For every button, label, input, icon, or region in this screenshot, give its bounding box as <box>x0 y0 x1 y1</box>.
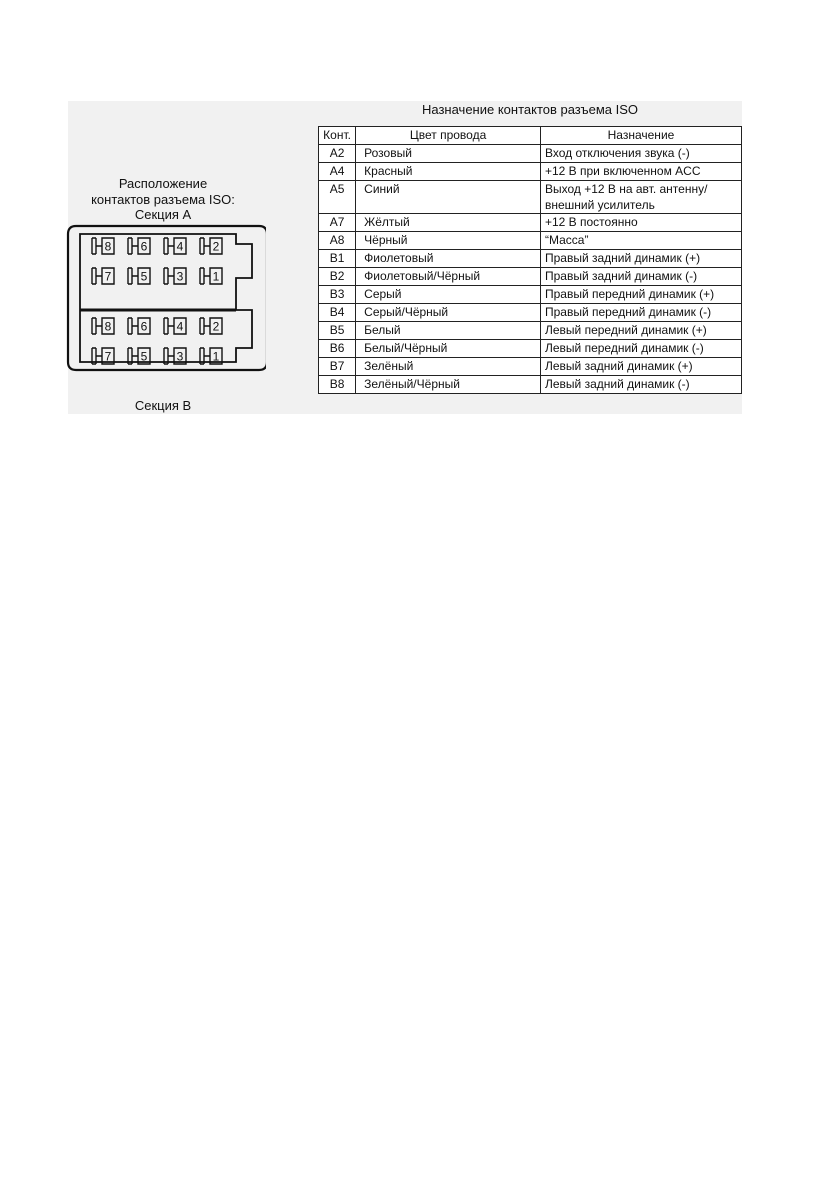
pin-number-label: 5 <box>140 349 148 364</box>
function-cell: Левый задний динамик (-) <box>540 376 741 394</box>
pin-cell: B8 <box>319 376 356 394</box>
pin-cell: B7 <box>319 358 356 376</box>
color-cell: Жёлтый <box>356 214 541 232</box>
pin-cell: B2 <box>319 268 356 286</box>
pin-terminal <box>92 318 114 334</box>
pin-terminal <box>200 318 222 334</box>
table-row <box>319 358 742 376</box>
pin-cell: A2 <box>319 145 356 163</box>
pin-number-label: 7 <box>104 349 112 364</box>
function-cell: Левый передний динамик (+) <box>540 322 741 340</box>
pin-terminal <box>164 238 186 254</box>
table-row <box>319 163 742 181</box>
table-row <box>319 250 742 268</box>
pin-group <box>92 238 222 364</box>
color-cell: Чёрный <box>356 232 541 250</box>
pin-terminal <box>200 268 222 284</box>
table-title: Назначение контактов разъема ISO <box>421 102 639 117</box>
pin-number-label: 8 <box>104 239 112 254</box>
color-cell: Красный <box>356 163 541 181</box>
iso-connector-diagram <box>66 222 266 398</box>
pin-cell: A8 <box>319 232 356 250</box>
pin-terminal <box>164 268 186 284</box>
function-cell: +12 В при включенном ACC <box>540 163 741 181</box>
pin-terminal <box>92 238 114 254</box>
color-cell: Белый <box>356 322 541 340</box>
pin-assignment-table <box>318 126 742 394</box>
pin-number-label: 8 <box>104 319 112 334</box>
pin-cell: B1 <box>319 250 356 268</box>
function-cell: Правый передний динамик (+) <box>540 286 741 304</box>
color-cell: Белый/Чёрный <box>356 340 541 358</box>
color-cell: Серый/Чёрный <box>356 304 541 322</box>
function-cell: Правый передний динамик (-) <box>540 304 741 322</box>
pin-number-label: 2 <box>212 239 220 254</box>
function-cell: Выход +12 В на авт. антенну/ внешний усилитель <box>540 181 741 214</box>
color-cell: Серый <box>356 286 541 304</box>
function-cell: Левый передний динамик (-) <box>540 340 741 358</box>
color-cell: Синий <box>356 181 541 214</box>
pin-number-label: 3 <box>176 269 184 284</box>
section-a-label: Секция А <box>134 207 192 222</box>
header-wire-color: Цвет провода <box>356 127 541 145</box>
function-cell: +12 В постоянно <box>540 214 741 232</box>
pin-terminal <box>128 318 150 334</box>
pin-cell: B5 <box>319 322 356 340</box>
pin-number-label: 1 <box>212 269 220 284</box>
pin-terminal <box>164 318 186 334</box>
pin-number-label: 6 <box>140 239 148 254</box>
pin-number-label: 5 <box>140 269 148 284</box>
connector-caption-line2: контактов разъема ISO: <box>91 192 235 207</box>
table-row <box>319 322 742 340</box>
table-row <box>319 304 742 322</box>
table-header-row <box>319 127 742 145</box>
function-cell: “Масса” <box>540 232 741 250</box>
table-row <box>319 145 742 163</box>
connector-caption <box>72 176 254 208</box>
pin-cell: B6 <box>319 340 356 358</box>
table-row <box>319 232 742 250</box>
function-cell: Правый задний динамик (-) <box>540 268 741 286</box>
color-cell: Фиолетовый <box>356 250 541 268</box>
pin-cell: B4 <box>319 304 356 322</box>
pin-number-label: 4 <box>176 239 184 254</box>
pin-cell: A4 <box>319 163 356 181</box>
pin-terminal <box>200 238 222 254</box>
connector-caption-line1: Расположение <box>118 176 208 191</box>
pin-number-label: 3 <box>176 349 184 364</box>
table-row <box>319 181 742 214</box>
pin-number-label: 2 <box>212 319 220 334</box>
table-row <box>319 214 742 232</box>
pin-cell: B3 <box>319 286 356 304</box>
table-row <box>319 340 742 358</box>
function-cell: Правый задний динамик (+) <box>540 250 741 268</box>
function-cell: Вход отключения звука (-) <box>540 145 741 163</box>
color-cell: Зелёный <box>356 358 541 376</box>
color-cell: Фиолетовый/Чёрный <box>356 268 541 286</box>
pin-terminal <box>92 268 114 284</box>
pin-terminal <box>128 238 150 254</box>
pin-cell: A5 <box>319 181 356 214</box>
table-row <box>319 286 742 304</box>
pin-number-label: 6 <box>140 319 148 334</box>
table-row <box>319 268 742 286</box>
pin-number-label: 4 <box>176 319 184 334</box>
table-row <box>319 376 742 394</box>
color-cell: Зелёный/Чёрный <box>356 376 541 394</box>
pin-cell: A7 <box>319 214 356 232</box>
function-cell: Левый задний динамик (+) <box>540 358 741 376</box>
pin-terminal <box>128 268 150 284</box>
header-function: Назначение <box>540 127 741 145</box>
color-cell: Розовый <box>356 145 541 163</box>
pin-number-label: 7 <box>104 269 112 284</box>
header-pin: Конт. <box>319 127 356 145</box>
pin-number-label: 1 <box>212 349 220 364</box>
section-b-label: Секция В <box>134 398 192 413</box>
